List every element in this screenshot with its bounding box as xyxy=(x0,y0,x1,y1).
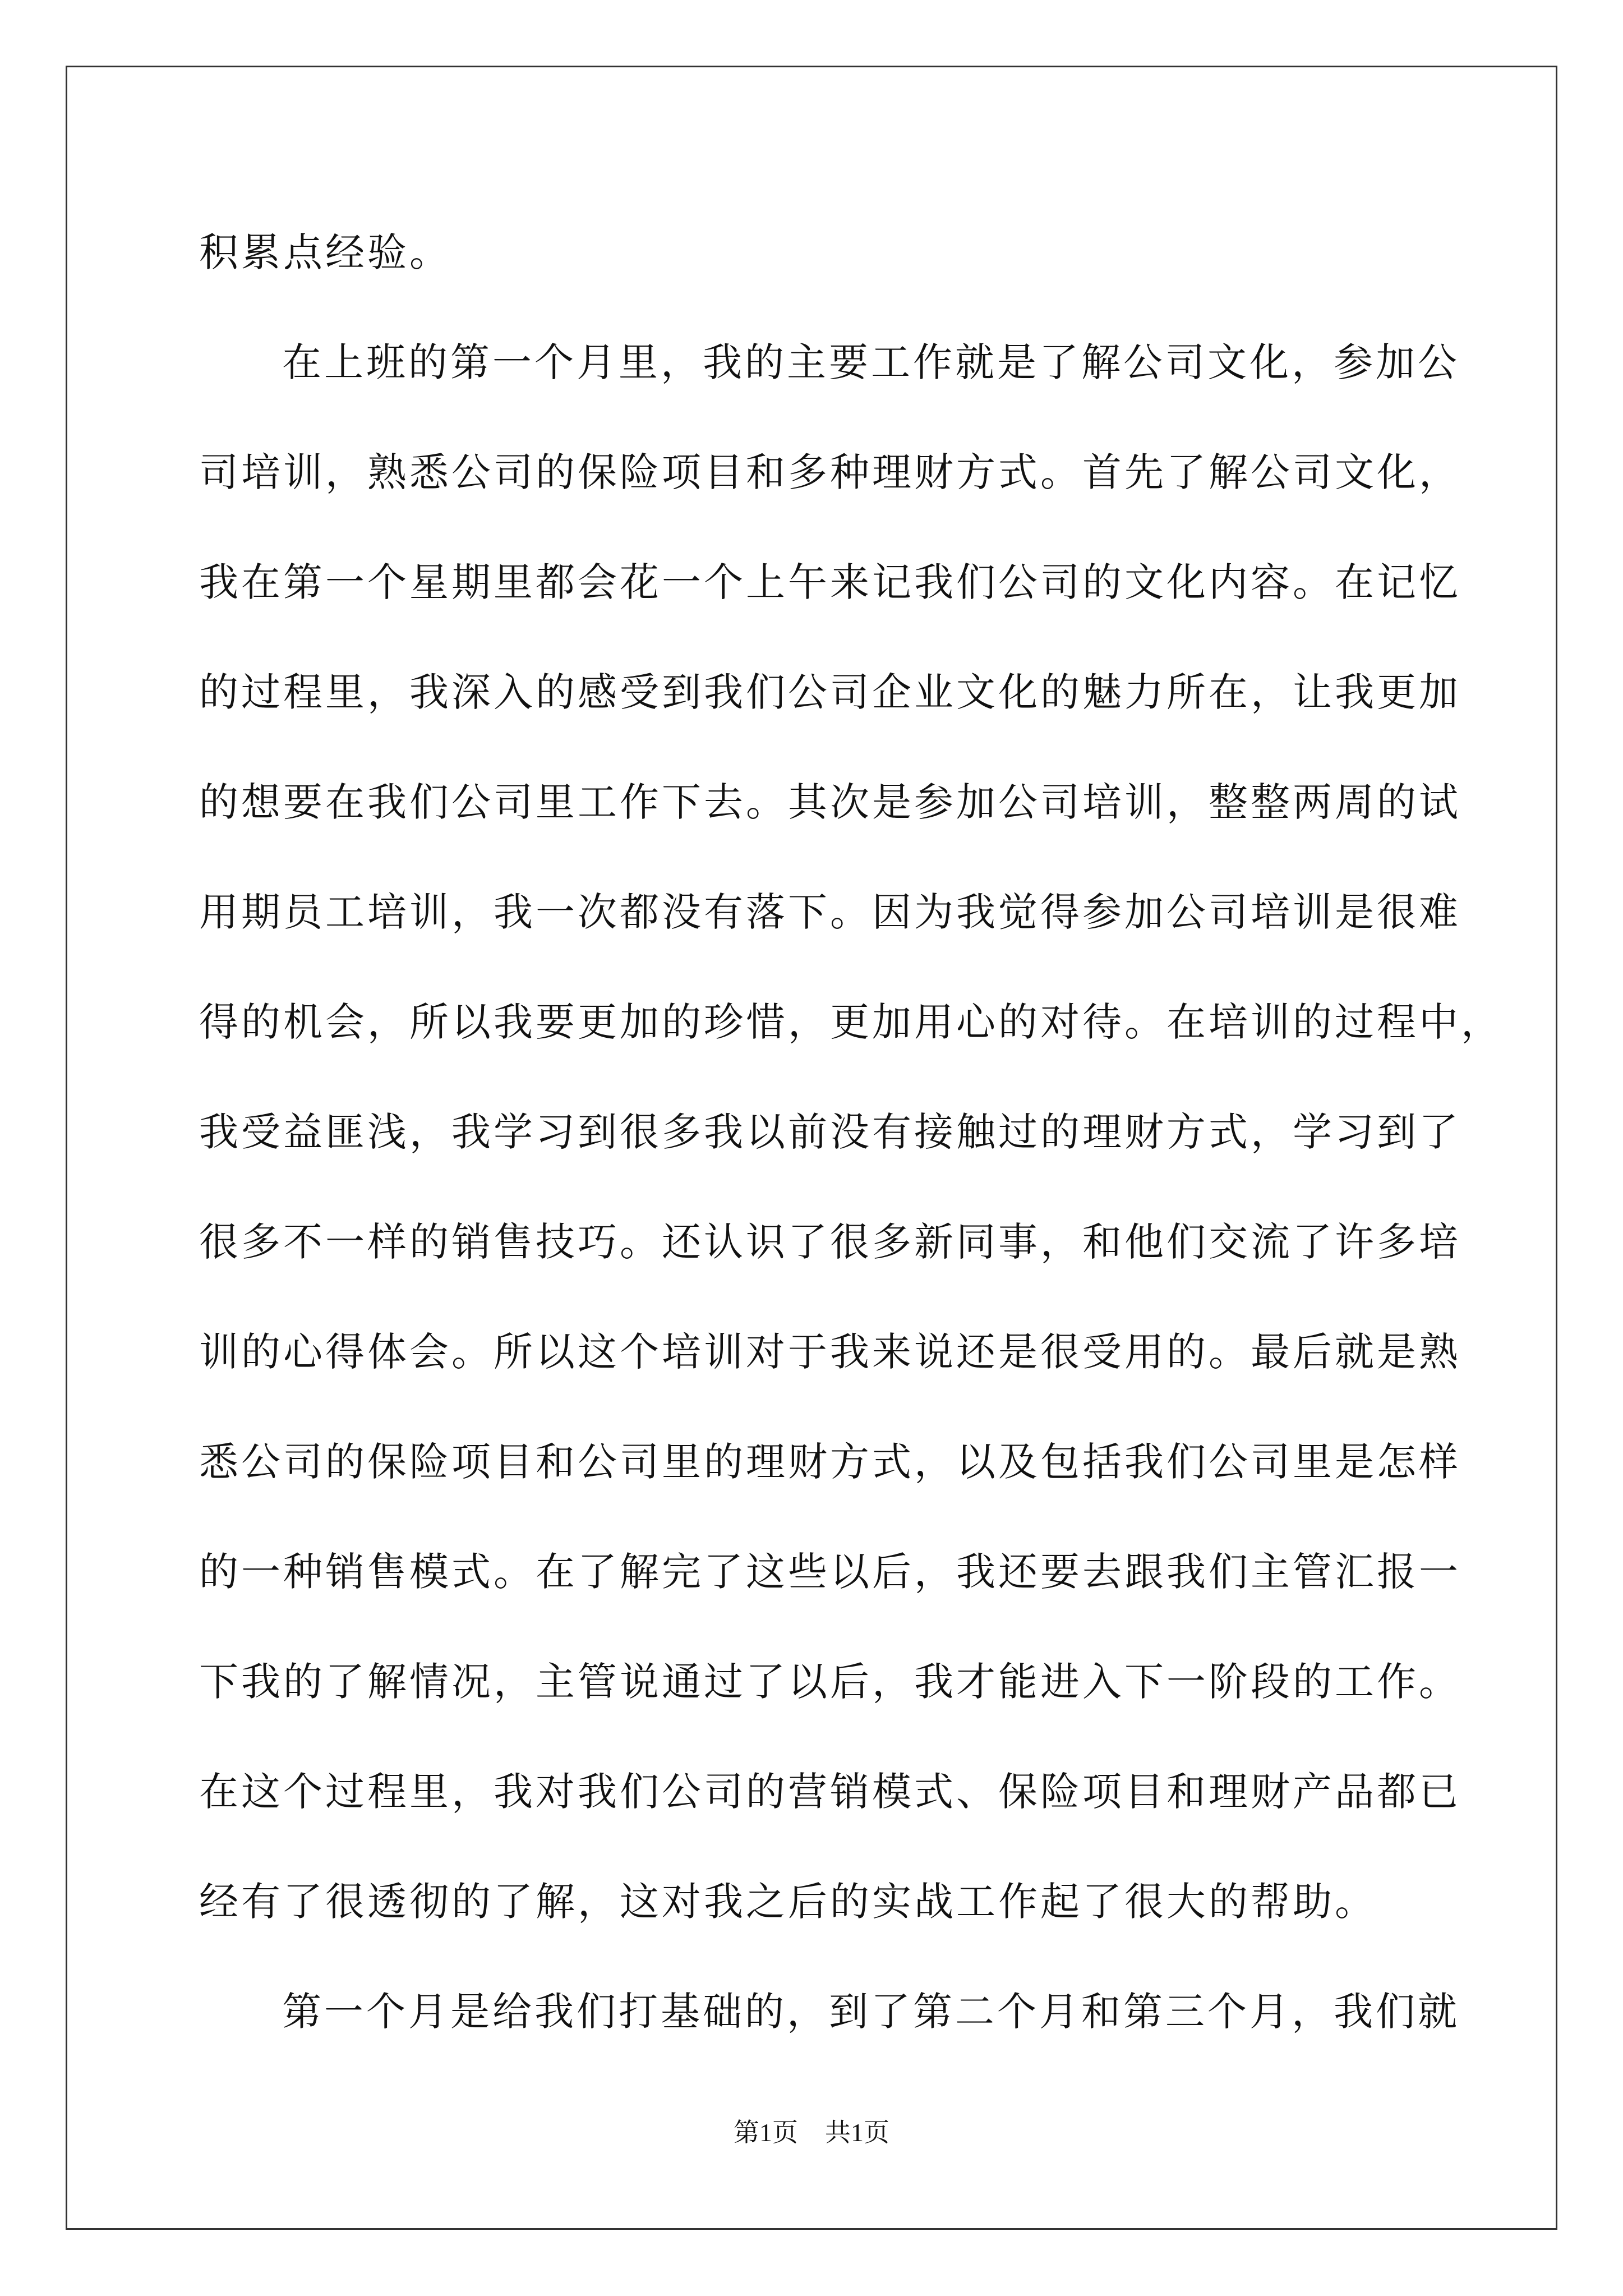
text-line: 的想要在我们公司里工作下去。其次是参加公司培训，整整两周的试 xyxy=(199,779,1461,825)
document-body xyxy=(199,222,1503,2091)
text-line: 积累点经验。 xyxy=(199,229,451,275)
text-line: 训的心得体会。所以这个培训对于我来说还是很受用的。最后就是熟 xyxy=(199,1329,1461,1375)
page-footer xyxy=(0,2112,1623,2149)
text-line: 司培训，熟悉公司的保险项目和多种理财方式。首先了解公司文化， xyxy=(199,449,1461,495)
text-line: 第一个月是给我们打基础的，到了第二个月和第三个月，我们就 xyxy=(282,1989,1460,2035)
page-number: 第1页 xyxy=(734,2118,798,2147)
text-line: 下我的了解情况，主管说通过了以后，我才能进入下一阶段的工作。 xyxy=(199,1659,1461,1705)
text-line: 我在第一个星期里都会花一个上午来记我们公司的文化内容。在记忆 xyxy=(199,559,1461,605)
text-line: 得的机会，所以我要更加的珍惜，更加用心的对待。在培训的过程中， xyxy=(199,999,1503,1045)
page-total: 共1页 xyxy=(825,2118,889,2147)
text-line: 的一种销售模式。在了解完了这些以后，我还要去跟我们主管汇报一 xyxy=(199,1549,1461,1595)
text-line: 在上班的第一个月里，我的主要工作就是了解公司文化，参加公 xyxy=(282,339,1460,385)
text-line: 在这个过程里，我对我们公司的营销模式、保险项目和理财产品都已 xyxy=(199,1769,1461,1815)
text-line: 很多不一样的销售技巧。还认识了很多新同事，和他们交流了许多培 xyxy=(199,1219,1461,1265)
text-line: 悉公司的保险项目和公司里的理财方式，以及包括我们公司里是怎样 xyxy=(199,1439,1461,1485)
text-line: 的过程里，我深入的感受到我们公司企业文化的魅力所在，让我更加 xyxy=(199,669,1461,715)
text-line: 用期员工培训，我一次都没有落下。因为我觉得参加公司培训是很难 xyxy=(199,889,1461,935)
text-line: 经有了很透彻的了解，这对我之后的实战工作起了很大的帮助。 xyxy=(199,1879,1377,1925)
text-line: 我受益匪浅，我学习到很多我以前没有接触过的理财方式，学习到了 xyxy=(199,1109,1461,1155)
